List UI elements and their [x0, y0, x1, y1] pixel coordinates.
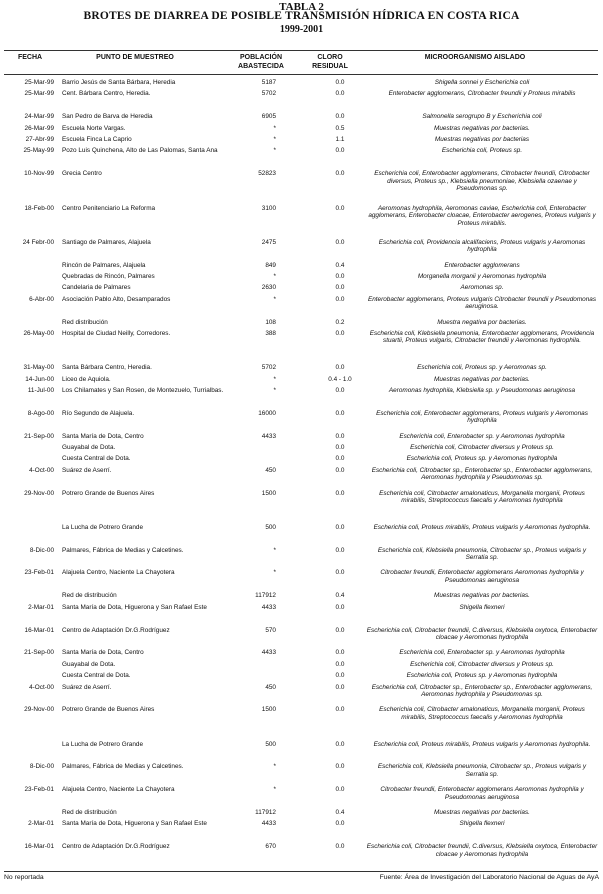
row-date: 2-Mar-01 [28, 820, 54, 828]
row-date: 14-Jun-00 [25, 375, 54, 383]
row-chlorine: 0.0 [335, 649, 345, 657]
row-date: 8-Dic-00 [29, 546, 54, 554]
row-chlorine: 0.0 [335, 489, 345, 497]
row-chlorine: 0.0 [335, 763, 345, 771]
row-date: 6-Abr-00 [29, 295, 54, 303]
row-population: * [273, 295, 276, 303]
row-chlorine: 0.0 [335, 147, 345, 155]
row-sampling-point: Cent. Bárbara Centro, Heredia. [62, 90, 151, 98]
row-chlorine: 0.0 [335, 284, 345, 292]
row-chlorine: 0.0 [335, 706, 345, 714]
row-sampling-point: Santa María de Dota, Higuerona y San Rafael Este [62, 820, 207, 828]
header-micro: MICROORGANISMO AISLADO [424, 54, 526, 61]
row-date: 31-May-00 [23, 364, 54, 372]
header-punto: PUNTO DE MUESTREO [96, 54, 174, 61]
row-chlorine: 0.0 [335, 432, 345, 440]
header-cloro: CLORO RESIDUAL [312, 54, 348, 70]
row-population: 4433 [261, 820, 276, 828]
row-sampling-point: Santa María de Dota, Centro [62, 649, 144, 657]
row-date: 24-Mar-99 [24, 113, 54, 121]
row-sampling-point: La Lucha de Potrero Grande [62, 740, 144, 748]
row-microorganism: Muestras negativas por bacterias. [434, 375, 530, 383]
row-sampling-point: Alajuela Centro, Naciente La Chayotera [62, 786, 175, 794]
row-microorganism: Morganella morganii y Aeromonas hydrophila [417, 272, 547, 280]
row-microorganism: Escherichia coli, Proteus sp. [441, 147, 523, 155]
row-microorganism: Escherichia coli, Citrobacter amalonaticus, Morganella morganii, Proteus mirabilis, Streptococcus faecalis y Aeromonas hydrophila [379, 489, 585, 505]
row-microorganism: Escherichia coli, Proteus sp. y Aeromonas sp. [417, 364, 547, 372]
row-sampling-point: Escuela Norte Vargas. [62, 124, 126, 132]
row-population: 849 [265, 261, 276, 269]
row-sampling-point: Centro de Adaptación Dr.G.Rodríguez [62, 843, 170, 851]
row-microorganism: Salmonella serogrupo B y Escherichia coli [422, 113, 542, 121]
row-chlorine: 0.0 [335, 90, 345, 98]
row-microorganism: Escherichia coli, Proteus mirabilis, Proteus vulgaris y Aeromonas hydrophila. [373, 740, 591, 748]
row-sampling-point: Santa María de Dota, Higuerona y San Rafael Este [62, 603, 207, 611]
row-chlorine: 0.0 [335, 364, 345, 372]
row-population: 3100 [261, 204, 276, 212]
row-chlorine: 0.0 [335, 546, 345, 554]
row-population: 570 [265, 626, 276, 634]
row-sampling-point: Red distribución [62, 318, 108, 326]
row-sampling-point: Hospital de Ciudad Neilly, Corredores. [62, 329, 171, 337]
row-chlorine: 0.0 [335, 170, 345, 178]
row-date: 21-Sep-00 [24, 432, 54, 440]
row-population: 16000 [258, 409, 276, 417]
row-chlorine: 0.0 [335, 272, 345, 280]
row-chlorine: 0.0 [335, 444, 345, 451]
row-population: * [273, 763, 276, 771]
row-population: * [273, 786, 276, 794]
row-chlorine: 0.0 [335, 523, 345, 531]
row-population: * [273, 272, 276, 280]
row-population: * [273, 569, 276, 577]
row-chlorine: 0.0 [335, 672, 345, 680]
row-population: 450 [265, 683, 276, 691]
row-chlorine: 0.0 [335, 626, 345, 634]
row-population: 4433 [261, 603, 276, 611]
row-population: * [273, 546, 276, 554]
row-microorganism: Escherichia coli, Enterobacter sp. y Aeromonas hydrophila [399, 432, 565, 440]
row-sampling-point: Guayabal de Dota. [62, 444, 116, 451]
row-microorganism: Escherichia coli, Providencia alcalifaciens, Proteus vulgaris y Aeromonas hydrophila [378, 238, 586, 254]
row-sampling-point: Liceo de Aquiola. [62, 375, 111, 383]
row-chlorine: 0.0 [335, 843, 345, 851]
row-chlorine: 0.0 [335, 569, 345, 577]
row-microorganism: Escherichia coli, Klebsiella pneumonia, Enterobacter agglomerans, Providencia stuartii, Proteus vulgaris, Citrobacter freundii y Aeromonas hydrophila. [369, 329, 595, 345]
row-sampling-point: Guayabal de Dota. [62, 660, 116, 668]
row-sampling-point: Red de distribución [62, 592, 117, 600]
row-date: 29-Nov-00 [24, 706, 54, 714]
row-sampling-point: Suárez de Aserrí. [62, 466, 112, 474]
row-population: 117912 [255, 592, 276, 600]
row-microorganism: Escherichia coli, Klebsiella pneumonia, Citrobacter sp., Proteus vulgaris y Serratia sp. [377, 546, 587, 562]
row-microorganism: Aeromonas hydrophila, Klebsiella sp. y Pseudomonas aeruginosa [388, 387, 576, 394]
row-date: 10-Nov-99 [24, 170, 54, 178]
row-microorganism: Citrobacter freundii, Enterobacter agglomerans Aeromonas hydrophila y Pseudomonas aeruginosa [380, 569, 584, 584]
row-chlorine: 0.4 [335, 261, 345, 269]
row-microorganism: Muestras negativas por bacterias. [434, 592, 530, 600]
row-sampling-point: Palmares, Fábrica de Medias y Calcetines. [62, 546, 184, 554]
row-population: 5702 [261, 90, 276, 98]
row-population: 1500 [261, 706, 276, 714]
row-sampling-point: Suárez de Aserrí. [62, 683, 112, 691]
row-microorganism: Enterobacter agglomerans, Proteus vulgaris Citrobacter freundii y Pseudomonas aeruginosa. [367, 295, 597, 311]
row-chlorine: 0.0 [335, 786, 345, 794]
row-chlorine: 0.0 [335, 113, 345, 121]
row-population: 500 [265, 523, 276, 531]
row-population: 500 [265, 740, 276, 748]
footer-rule [4, 871, 598, 872]
row-sampling-point: Alajuela Centro, Naciente La Chayotera [62, 569, 175, 577]
row-sampling-point: Potrero Grande de Buenos Aires [62, 489, 155, 497]
row-population: 117912 [255, 809, 276, 816]
table-title: BROTES DE DIARREA DE POSIBLE TRANSMISIÓN HÍDRICA EN COSTA RICA [83, 10, 520, 22]
table-number: TABLA 2 [279, 1, 324, 13]
row-microorganism: Muestras negativas por bacterias. [434, 809, 530, 816]
row-date: 11-Jul-00 [27, 387, 54, 394]
row-population: * [273, 124, 276, 132]
row-microorganism: Escherichia coli, Enterobacter agglomerans, Citrobacter freundii, Citrobacter diversus, Proteus sp., Klebsiella pneumoniae, Klebsiella ozaenae y Pseudomonas sp. [374, 170, 590, 193]
row-microorganism: Escherichia coli, Citrobacter sp., Enterobacter sp., Enterobacter agglomerans, Aeromonas hydrophila y Pseudomonas sp. [371, 466, 593, 482]
row-microorganism: Shigella flexneri [459, 820, 505, 828]
row-chlorine: 0.4 [335, 592, 345, 600]
row-date: 18-Feb-00 [24, 204, 54, 212]
row-population: 388 [265, 329, 276, 337]
row-microorganism: Escherichia coli, Enterobacter agglomerans, Proteus vulgaris y Aeromonas hydrophila [376, 409, 588, 425]
row-date: 4-Oct-00 [29, 683, 54, 691]
row-date: 23-Feb-01 [24, 569, 54, 577]
row-chlorine: 0.0 [335, 79, 345, 86]
row-microorganism: Escherichia coli, Citrobacter freundii, C.diversus, Klebsiella oxytoca, Enterobacter cloacae y Aeromonas hydrophila [366, 843, 598, 858]
row-chlorine: 0.0 [335, 466, 345, 474]
row-microorganism: Muestra negativa por bacterias. [437, 318, 527, 326]
row-sampling-point: Los Chilamates y San Rosen, de Montezuelo, Turrialbas. [62, 387, 224, 394]
row-sampling-point: Escuela Finca La Caprio [62, 136, 132, 143]
row-microorganism: Muestras negativas por bacterias [434, 136, 530, 143]
row-date: 2-Mar-01 [28, 603, 54, 611]
row-microorganism: Escherichia coli, Citrobacter freundii, C.diversus, Klebsiella oxytoca, Enterobacter cloacae y Aeromonas hydrophila [366, 626, 598, 642]
row-date: 8-Dic-00 [29, 763, 54, 771]
row-microorganism: Escherichia coli, Citrobacter sp., Enterobacter sp., Enterobacter agglomerans, Aeromonas hydrophila y Pseudomonas sp. [371, 683, 593, 699]
row-population: 2630 [261, 284, 276, 292]
row-chlorine: 0.0 [335, 238, 345, 246]
row-population: 108 [265, 318, 276, 326]
row-microorganism: Shigella flexneri [459, 603, 505, 611]
row-chlorine: 0.0 [335, 329, 345, 337]
row-sampling-point: Pozo Luis Quinchena, Alto de Las Palomas, Santa Ana [62, 147, 218, 155]
row-microorganism: Enterobacter agglomerans, Citrobacter freundii y Proteus mirabilis [388, 90, 576, 98]
row-population: 2475 [261, 238, 276, 246]
row-population: 52823 [258, 170, 276, 178]
row-sampling-point: Centro Penitenciario La Reforma [62, 204, 156, 212]
row-date: 25-May-99 [23, 147, 54, 155]
row-date: 21-Sep-00 [24, 649, 54, 657]
row-population: 4433 [261, 649, 276, 657]
row-sampling-point: La Lucha de Potrero Grande [62, 523, 144, 531]
row-sampling-point: Asociación Pablo Alto, Desamparados [62, 295, 171, 303]
row-sampling-point: Santa María de Dota, Centro [62, 432, 144, 440]
row-chlorine: 0.0 [335, 455, 345, 463]
table-years: 1999-2001 [279, 24, 324, 35]
row-chlorine: 0.0 [335, 820, 345, 828]
row-date: 27-Abr-99 [25, 136, 54, 143]
row-population: * [273, 147, 276, 155]
row-sampling-point: Grecia Centro [62, 170, 102, 178]
row-population: 1500 [261, 489, 276, 497]
row-sampling-point: San Pedro de Barva de Heredia [62, 113, 153, 121]
row-population: 5187 [261, 79, 276, 86]
row-population: 5702 [261, 364, 276, 372]
row-sampling-point: Quebradas de Rincón, Palmares [62, 272, 155, 280]
row-population: 6905 [261, 113, 276, 121]
row-microorganism: Citrobacter freundii, Enterobacter agglomerans Aeromonas hydrophila y Pseudomonas aeruginosa [380, 786, 584, 801]
row-chlorine: 0.0 [335, 603, 345, 611]
row-date: 25-Mar-99 [24, 90, 54, 98]
row-microorganism: Escherichia coli, Citrobacter diversus y Proteus sp. [410, 444, 554, 451]
row-microorganism: Muestras negativas por bacterias. [434, 124, 530, 132]
row-sampling-point: Candelaria de Palmares [62, 284, 131, 292]
header-poblacion: POBLACIÓN ABASTECIDA [238, 54, 284, 70]
row-population: * [273, 387, 276, 394]
row-sampling-point: Río Segundo de Alajuela. [62, 409, 135, 417]
row-date: 26-Mar-99 [24, 124, 54, 132]
row-date: 29-Nov-00 [24, 489, 54, 497]
row-microorganism: Escherichia coli, Proteus sp. y Aeromonas hydrophila [406, 455, 558, 463]
header-fecha: FECHA [17, 54, 43, 61]
row-sampling-point: Barrio Jesús de Santa Bárbara, Heredia [62, 79, 176, 86]
row-sampling-point: Centro de Adaptación Dr.G.Rodríguez [62, 626, 170, 634]
row-sampling-point: Santa Bárbara Centro, Heredia. [62, 364, 152, 372]
row-date: 16-Mar-01 [24, 843, 54, 851]
row-chlorine: 0.0 [335, 660, 345, 668]
row-microorganism: Escherichia coli, Klebsiella pneumonia, Citrobacter sp., Proteus vulgaris y Serratia sp. [377, 763, 587, 778]
row-sampling-point: Rincón de Palmares, Alajuela [62, 261, 146, 269]
row-chlorine: 0.4 - 1.0 [328, 375, 352, 383]
row-date: 24 Febr-00 [22, 238, 54, 246]
row-microorganism: Escherichia coli, Citrobacter diversus y Proteus sp. [410, 660, 554, 668]
row-population: * [273, 136, 276, 143]
row-chlorine: 0.0 [335, 683, 345, 691]
row-microorganism: Escherichia coli, Proteus mirabilis, Proteus vulgaris y Aeromonas hydrophila. [373, 523, 591, 531]
row-chlorine: 0.0 [335, 740, 345, 748]
row-date: 26-May-00 [23, 329, 54, 337]
row-date: 8-Ago-00 [27, 409, 54, 417]
row-date: 4-Oct-00 [29, 466, 54, 474]
row-chlorine: 0.0 [335, 204, 345, 212]
row-microorganism: Shigella sonnei y Escherichia coli [434, 79, 530, 86]
row-population: 4433 [261, 432, 276, 440]
row-sampling-point: Palmares, Fábrica de Medias y Calcetines. [62, 763, 184, 771]
row-sampling-point: Potrero Grande de Buenos Aires [62, 706, 155, 714]
row-sampling-point: Cuesta Central de Dota. [62, 672, 131, 680]
row-population: 670 [265, 843, 276, 851]
row-sampling-point: Cuesta Central de Dota. [62, 455, 131, 463]
row-chlorine: 0.0 [335, 387, 345, 394]
row-date: 23-Feb-01 [24, 786, 54, 794]
row-sampling-point: Red de distribución [62, 809, 117, 816]
row-population: 450 [265, 466, 276, 474]
row-chlorine: 0.5 [335, 124, 345, 132]
footer-note: No reportada [4, 874, 44, 881]
row-microorganism: Escherichia coli, Citrobacter amalonaticus, Morganella morganii, Proteus mirabilis, Streptococcus faecalis y Aeromonas hydrophila [379, 706, 585, 721]
row-chlorine: 0.2 [335, 318, 345, 326]
row-date: 16-Mar-01 [24, 626, 54, 634]
row-microorganism: Escherichia coli, Enterobacter sp. y Aeromonas hydrophila [399, 649, 565, 657]
footer-source: Fuente: Área de Investigación del Laboratorio Nacional de Aguas de AyA [379, 874, 599, 881]
row-date: 25-Mar-99 [24, 79, 54, 86]
row-chlorine: 0.4 [335, 809, 345, 816]
row-microorganism: Enterobacter agglomerans [444, 261, 520, 269]
row-microorganism: Escherichia coli, Proteus sp. y Aeromonas hydrophila [406, 672, 558, 680]
row-chlorine: 0.0 [335, 295, 345, 303]
row-sampling-point: Santiago de Palmares, Alajuela [62, 238, 151, 246]
row-microorganism: Aeromonas hydrophila, Aeromonas caviae, Escherichia coli, Enterobacter agglomerans, Enterobacter cloacae, Enterobacter aerogenes, Proteus vulgaris y Proteus mirabilis. [368, 204, 596, 227]
row-population: * [273, 375, 276, 383]
row-chlorine: 1.1 [335, 136, 345, 143]
row-chlorine: 0.0 [335, 409, 345, 417]
row-microorganism: Aeromonas sp. [460, 284, 504, 292]
